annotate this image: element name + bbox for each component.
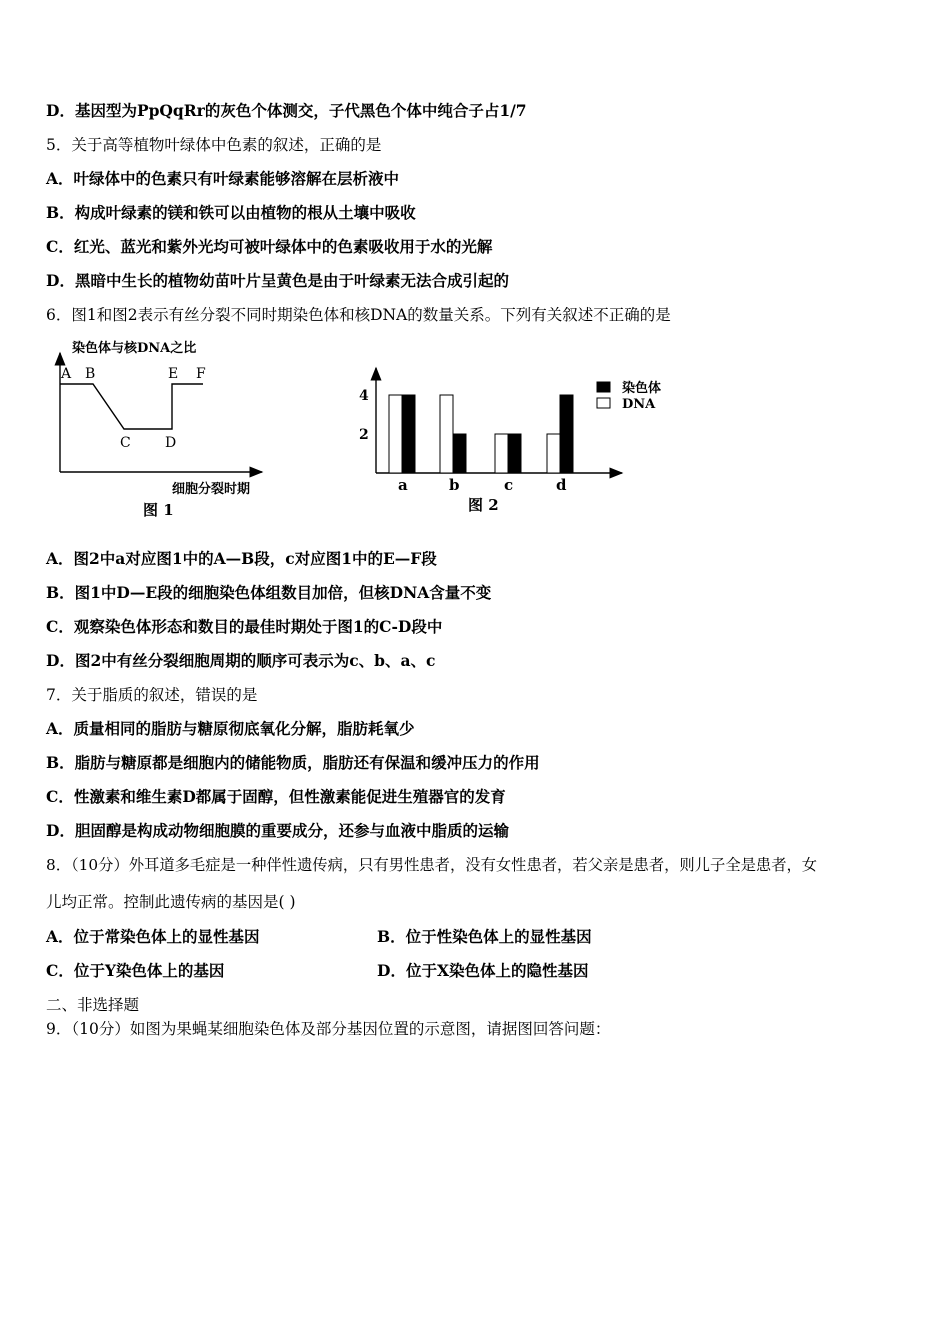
q6-option-c: C．观察染色体形态和数目的最佳时期处于图1的C-D段中 xyxy=(46,617,443,636)
fig1-point-d: D xyxy=(165,435,177,451)
section-2-heading: 二、非选择题 xyxy=(46,996,140,1014)
fig1-y-label: 染色体与核DNA之比 xyxy=(72,341,197,356)
fig2-category-label: a xyxy=(398,476,408,494)
fig2-bar-d-dna xyxy=(547,434,560,473)
q8-option-c: C．位于Y染色体上的基因 xyxy=(46,961,225,980)
fig2-bar-a-chromosome xyxy=(402,395,415,473)
fig1-point-f: F xyxy=(196,366,206,382)
fig2-bar-b-chromosome xyxy=(453,434,466,473)
question-9: 9．（10分）如图为果蝇某细胞染色体及部分基因位置的示意图，请据图回答问题： xyxy=(46,1020,611,1038)
fig2-bar-d-chromosome xyxy=(560,395,573,473)
figure-1 xyxy=(50,335,280,525)
fig2-legend-label: DNA xyxy=(622,397,656,412)
q6-option-b: B．图1中D—E段的细胞染色体组数目加倍，但核DNA含量不变 xyxy=(46,583,492,602)
fig1-point-e: E xyxy=(168,366,179,382)
fig2-legend-swatch xyxy=(597,398,610,408)
fig1-point-a: A xyxy=(61,366,72,382)
q6-option-d: D．图2中有丝分裂细胞周期的顺序可表示为c、b、a、c xyxy=(46,651,436,670)
question-8-line-1: 8．（10分）外耳道多毛症是一种伴性遗传病，只有男性患者，没有女性患者，若父亲是患者，则儿子全是患者，女 xyxy=(46,856,818,874)
fig1-caption: 图 1 xyxy=(143,501,174,519)
fig2-legend-swatch xyxy=(597,382,610,392)
question-7: 7．关于脂质的叙述，错误的是 xyxy=(46,686,258,704)
q7-option-d: D．胆固醇是构成动物细胞膜的重要成分，还参与血液中脂质的运输 xyxy=(46,821,509,840)
question-5: 5．关于高等植物叶绿体中色素的叙述，正确的是 xyxy=(46,136,382,154)
fig2-bar-a-dna xyxy=(389,395,402,473)
fig2-category-label: d xyxy=(556,476,567,494)
q7-option-c: C．性激素和维生素D都属于固醇，但性激素能促进生殖器官的发育 xyxy=(46,787,506,806)
q5-option-d: D．黑暗中生长的植物幼苗叶片呈黄色是由于叶绿素无法合成引起的 xyxy=(46,271,509,290)
q4-option-d: D．基因型为PpQqRr的灰色个体测交，子代黑色个体中纯合子占1/7 xyxy=(46,101,527,120)
fig2-category-label: c xyxy=(504,476,514,494)
fig2-category-label: b xyxy=(449,476,460,494)
figure-2 xyxy=(350,360,680,525)
fig1-point-b: B xyxy=(85,366,96,382)
fig2-y-tick-label: 2 xyxy=(359,427,369,443)
question-6: 6．图1和图2表示有丝分裂不同时期染色体和核DNA的数量关系。下列有关叙述不正确的是 xyxy=(46,306,671,324)
fig1-x-label: 细胞分裂时期 xyxy=(172,482,251,497)
q6-option-a: A．图2中a对应图1中的A—B段，c对应图1中的E—F段 xyxy=(46,549,437,568)
q5-option-c: C．红光、蓝光和紫外光均可被叶绿体中的色素吸收用于水的光解 xyxy=(46,237,493,256)
q5-option-b: B．构成叶绿素的镁和铁可以由植物的根从土壤中吸收 xyxy=(46,203,416,222)
fig2-bar-c-chromosome xyxy=(508,434,521,473)
fig1-point-c: C xyxy=(120,435,131,451)
q5-option-a: A．叶绿体中的色素只有叶绿素能够溶解在层析液中 xyxy=(46,169,400,188)
fig1-curve xyxy=(60,384,203,429)
question-8-line-2: 儿均正常。控制此遗传病的基因是( ) xyxy=(46,893,296,911)
fig2-y-tick-label: 4 xyxy=(359,388,369,404)
fig2-bar-c-dna xyxy=(495,434,508,473)
q7-option-b: B．脂肪与糖原都是细胞内的储能物质，脂肪还有保温和缓冲压力的作用 xyxy=(46,753,540,772)
q8-option-b: B．位于性染色体上的显性基因 xyxy=(377,927,592,946)
q7-option-a: A．质量相同的脂肪与糖原彻底氧化分解，脂肪耗氧少 xyxy=(46,719,415,738)
fig2-caption: 图 2 xyxy=(468,496,499,514)
q8-option-d: D．位于X染色体上的隐性基因 xyxy=(377,961,589,980)
fig2-bar-b-dna xyxy=(440,395,453,473)
q8-option-a: A．位于常染色体上的显性基因 xyxy=(46,927,260,946)
fig2-legend-label: 染色体 xyxy=(622,381,662,396)
